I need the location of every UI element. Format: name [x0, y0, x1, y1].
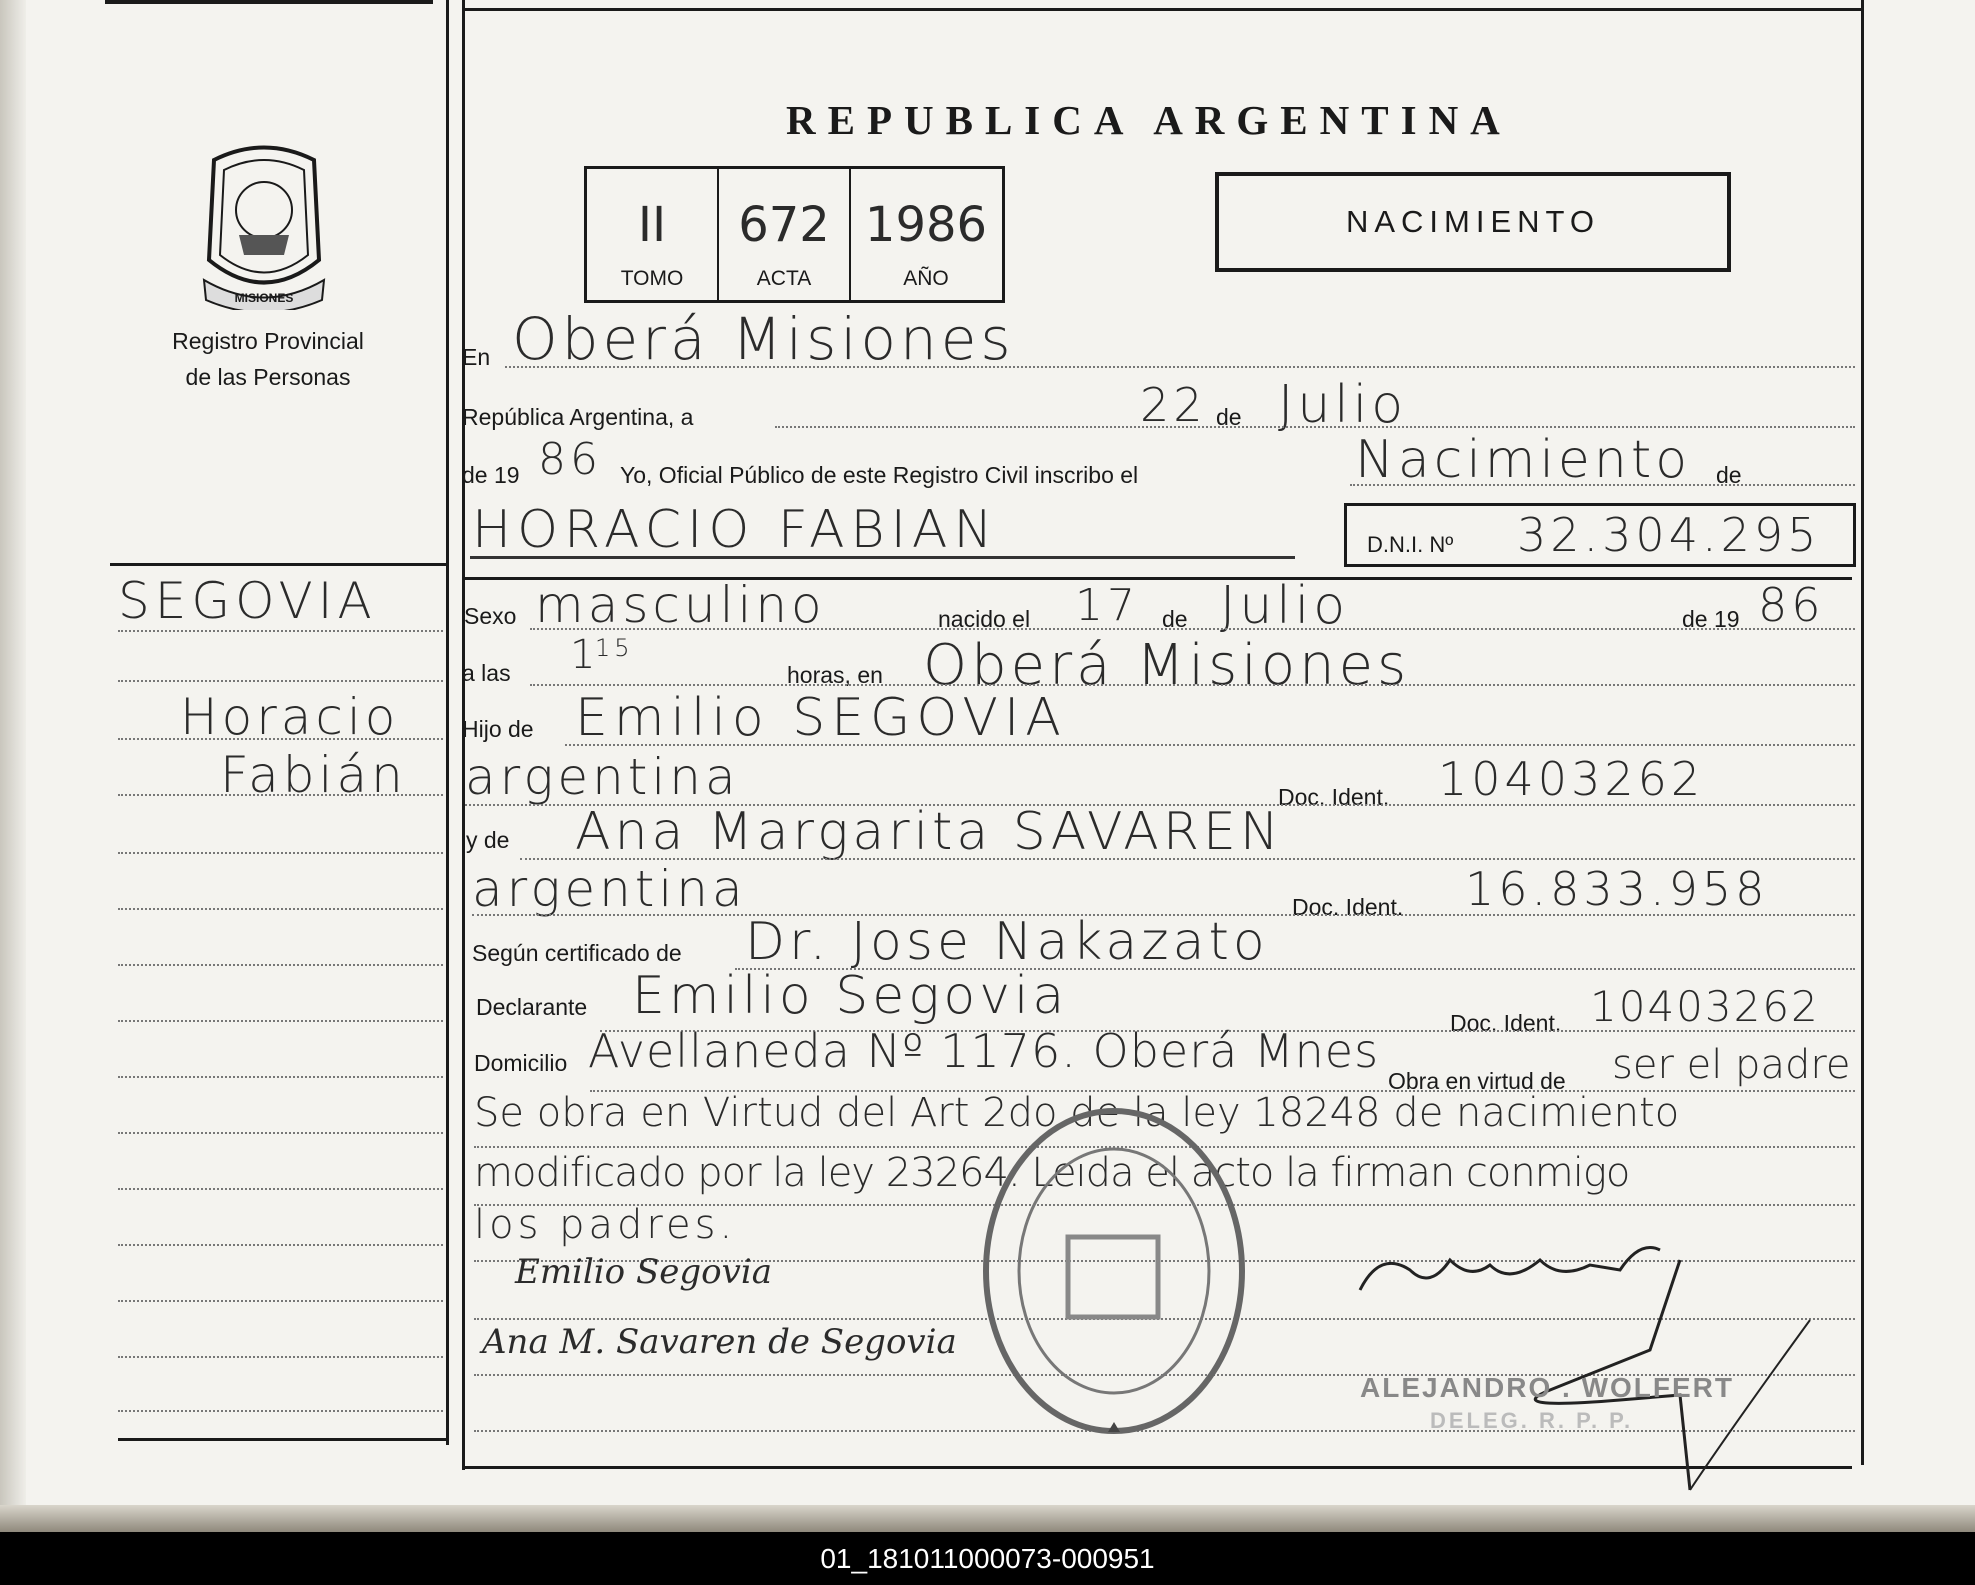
document-type-box: NACIMIENTO: [1215, 172, 1731, 272]
en-value: Oberá Misiones: [512, 305, 1015, 373]
margin-line: [118, 630, 443, 632]
anio-cell: [851, 169, 1001, 300]
child-name: HORACIO FABIAN: [472, 500, 999, 560]
act-value: Nacimiento: [1355, 430, 1692, 490]
sexo-value: masculino: [535, 576, 826, 634]
registry-line-2: de las Personas: [185, 364, 351, 390]
coat-of-arms-icon: [194, 140, 334, 310]
mother-name: Ana Margarita SAVAREN: [575, 802, 1283, 862]
margin-line: [118, 1132, 443, 1134]
margin-line: [118, 738, 443, 740]
acta-value: 672: [738, 197, 830, 253]
day-value: 22: [1140, 378, 1207, 432]
margin-line: [118, 1076, 443, 1078]
margin-line: [118, 794, 443, 796]
date-line: [775, 426, 1855, 428]
mother-signature: Ana M. Savaren de Segovia: [482, 1322, 957, 1362]
margin-line: [118, 1300, 443, 1302]
margin-line: [118, 1244, 443, 1246]
alas-label: a las: [462, 660, 511, 686]
father-doc: 10403262: [1438, 752, 1705, 806]
margin-line: [118, 1356, 443, 1358]
registry-seal-icon: [980, 1102, 1248, 1440]
father-line: [565, 744, 1855, 746]
official-signature-icon: [1350, 1230, 1830, 1510]
hijo-label: Hijo de: [462, 716, 534, 742]
de19-label: de 19: [462, 462, 520, 488]
margin-line: [118, 908, 443, 910]
record-box: [584, 166, 1005, 303]
margin-line: [118, 1188, 443, 1190]
anio-value: 1986: [864, 197, 988, 253]
de19-label-2: de 19: [1682, 606, 1740, 632]
margin-given-2: Fabián: [220, 746, 407, 804]
sexo-label: Sexo: [464, 603, 517, 629]
note-line-3: los padres.: [474, 1202, 737, 1248]
dni-value: 32.304.295: [1517, 508, 1821, 562]
birth-day: 17: [1075, 580, 1139, 631]
domicilio-value: Avellaneda Nº 1176. Oberá Mnes: [588, 1024, 1380, 1078]
father-name: Emilio SEGOVIA: [575, 688, 1067, 748]
birth-hour: 1: [570, 632, 600, 678]
margin-bottom-line: [118, 1438, 446, 1441]
margin-line: [118, 852, 443, 854]
doctor-name: Dr. Jose Nakazato: [745, 912, 1269, 972]
republica-label: República Argentina, a: [462, 404, 694, 430]
de-label-2: de: [1716, 462, 1742, 488]
en-line: [505, 366, 1855, 368]
dni-box: [1344, 503, 1856, 567]
mother-nationality: argentina: [472, 860, 747, 918]
birth-year: 86: [1758, 578, 1825, 632]
oficial-text: Yo, Oficial Público de este Registro Civil inscribo el: [620, 462, 1139, 488]
declarante-doc-label: Doc. Ident.: [1450, 1010, 1562, 1036]
mother-doc-label: Doc. Ident.: [1292, 894, 1404, 920]
margin-line: [118, 964, 443, 966]
segun-label: Según certificado de: [472, 940, 682, 966]
declarante-label: Declarante: [476, 994, 588, 1020]
birth-place: Oberá Misiones: [923, 633, 1411, 698]
horas-label: horas, en: [787, 662, 883, 688]
year-value: 86: [538, 434, 602, 485]
father-nationality: argentina: [465, 748, 740, 806]
father-doc-label: Doc. Ident.: [1278, 784, 1390, 810]
child-name-line: [470, 556, 1295, 559]
birth-month: Julio: [1220, 576, 1350, 636]
birth-min: 15: [595, 634, 634, 662]
acta-label: ACTA: [756, 267, 812, 290]
top-border: [462, 8, 1862, 11]
tomo-label: TOMO: [620, 267, 684, 290]
declarante-doc: 10403262: [1590, 982, 1820, 1031]
dni-label: D.N.I. Nº: [1367, 532, 1454, 557]
margin-line: [118, 1410, 443, 1412]
obra-value: ser el padre: [1612, 1042, 1851, 1088]
sexo-line: [530, 628, 1855, 630]
top-left-bar: [105, 0, 433, 4]
image-id-bar: 01_181011000073-000951: [0, 1532, 1975, 1585]
note-line-1: Se obra en Virtud del Art 2do de la ley 18248 de nacimiento: [474, 1090, 1680, 1136]
official-stamp-role: DELEG. R. P. P.: [1430, 1408, 1634, 1433]
tomo-value: II: [637, 197, 667, 253]
binding-shadow: [0, 0, 26, 1505]
yde-label: y de: [466, 827, 510, 853]
de-label-3: de: [1162, 606, 1188, 632]
alas-line: [530, 684, 1855, 686]
tomo-cell: [587, 169, 719, 300]
svg-text:MISIONES: MISIONES: [234, 291, 294, 305]
margin-surname: SEGOVIA: [118, 572, 377, 630]
act-line: [1350, 484, 1855, 486]
form-right-border: [1861, 0, 1864, 1465]
registry-line-1: Registro Provincial: [172, 328, 364, 354]
en-label: En: [462, 344, 491, 370]
margin-line: [118, 1020, 443, 1022]
anio-label: AÑO: [903, 267, 949, 290]
official-stamp-name: ALEJANDRO . WOLFERT: [1360, 1372, 1734, 1403]
margin-line: [118, 680, 443, 682]
left-column-divider: [446, 0, 449, 1445]
page-title: REPUBLICA ARGENTINA: [786, 97, 1512, 143]
nacido-label: nacido el: [938, 606, 1031, 632]
margin-divider: [110, 563, 446, 566]
de-label-1: de: [1216, 404, 1242, 430]
month-value: Julio: [1278, 375, 1408, 435]
margin-given-1: Horacio: [180, 688, 400, 746]
note-line-2: modificado por la ley 23264. Leida el acto la firman conmigo: [474, 1150, 1630, 1196]
declarante-value: Emilio Segovia: [632, 966, 1069, 1026]
domicilio-label: Domicilio: [474, 1050, 568, 1076]
obra-label: Obra en virtud de: [1388, 1068, 1566, 1094]
acta-cell: [719, 169, 851, 300]
father-signature: Emilio Segovia: [515, 1252, 772, 1292]
mother-doc: 16.833.958: [1465, 862, 1769, 916]
page-edge: [0, 1505, 1975, 1532]
